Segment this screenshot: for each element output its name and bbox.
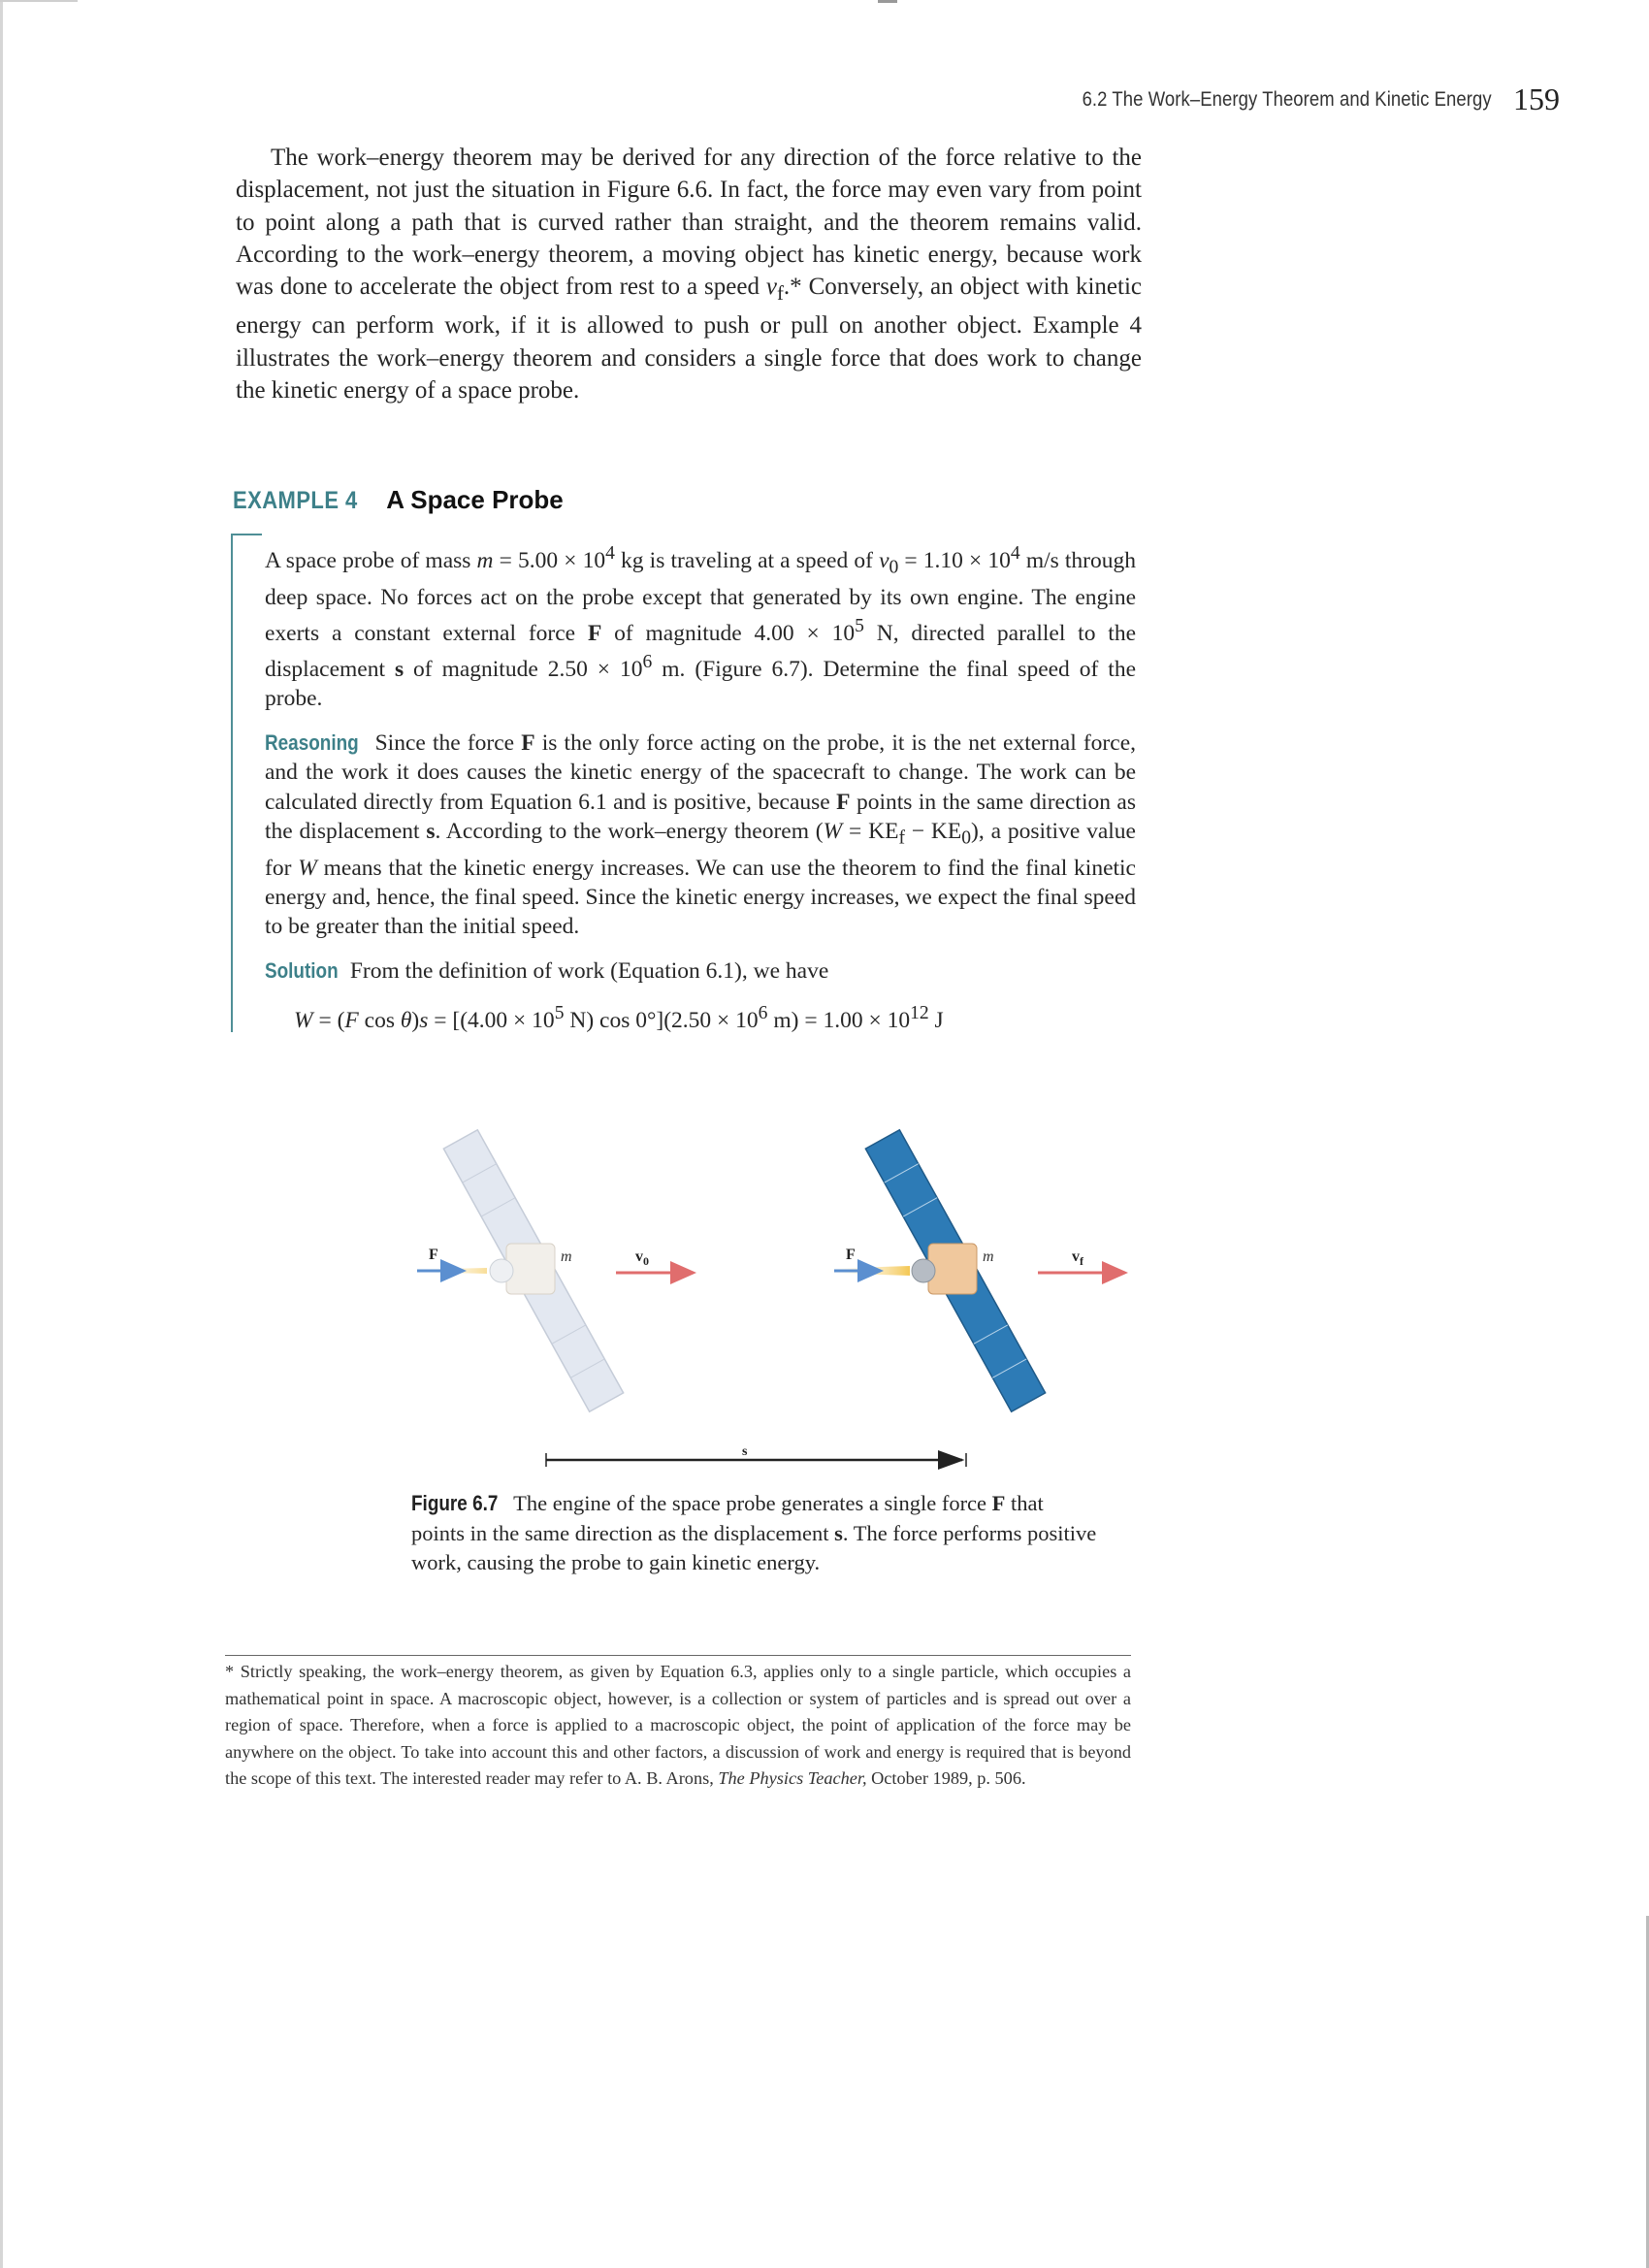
label-f-initial: F [429,1247,438,1263]
caption-displacement: s [834,1520,843,1545]
eq-text: = ( [312,1007,345,1033]
speed-subscript: f [776,281,784,306]
solution-label: Solution [265,958,339,984]
reasoning-text: − KE [905,818,962,844]
footnote [225,1659,1131,1793]
intro-text-2: .* Conversely, an object with kinetic energy can perform work, if it is allowed to push or pull on another object. Example 4 illustrates the work–energy theorem and considers a single force that does work to change the kinetic energy of a space probe. [236,274,1142,405]
eq-exponent: 6 [758,1003,768,1023]
eq-s: s [419,1007,429,1033]
problem-text: = 5.00 × 10 [493,547,606,573]
work-equation [294,1003,944,1034]
intro-text-1: The work–energy theorem may be derived for any direction of the force relative to the displacement, not just the situation in Figure 6.6. In fact, the force may even vary from point to point along a path that is curved rather than straight, and the theorem remains valid. According to the work–energy theorem, a moving object has kinetic energy, because work was done to accelerate the object from rest to a speed [236,145,1142,301]
problem-text: m/s through deep space. No forces act on the probe except that generated by its own engine. The engine exerts a constant external force [265,547,1136,646]
label-f-final: F [846,1247,856,1263]
exponent: 6 [642,651,653,672]
reasoning-text: is the only force acting on the probe, it is the net external force, and the work it does causes the kinetic energy of the spacecraft to change. The work can be calculated directly from Equation 6.1 and is positive, because [265,730,1136,815]
eq-text: m) = 1.00 × 10 [767,1007,911,1033]
speed-variable: v [765,274,777,301]
exponent: 5 [855,615,864,636]
problem-text: m. (Figure 6.7). Determine the final speed of the probe. [265,656,1136,711]
figure-6-7 [369,1116,1145,1484]
reasoning-text: = KE [842,818,899,844]
label-vf-subscript: f [1080,1254,1083,1268]
eq-text: J [928,1007,944,1033]
reasoning-text: . According to the work–energy theorem ( [435,818,824,844]
example-heading [233,485,564,515]
work-variable: W [298,855,317,881]
example-solution [265,956,1136,986]
caption-text: The engine of the space probe generates a single force [507,1491,992,1515]
example-body [265,539,1136,1002]
force-vector: F [521,730,535,757]
example-title: A Space Probe [386,485,564,514]
speed-subscript: 0 [889,557,899,578]
eq-text: ) [411,1007,420,1033]
engine-dish-final [912,1259,935,1282]
problem-text: N, directed parallel to the displacement [265,620,1136,682]
mass-variable: m [476,547,494,573]
problem-text: of magnitude 4.00 × 10 [601,620,856,646]
eq-text: = [(4.00 × 10 [428,1007,555,1033]
example-label: EXAMPLE 4 [233,487,358,514]
displacement-vector: s [426,818,436,844]
reasoning-label: Reasoning [265,730,359,756]
example-reasoning [265,729,1136,941]
eq-theta: θ [400,1007,412,1033]
force-vector: F [836,789,851,815]
reasoning-text: Since the force [368,730,522,757]
problem-text: of magnitude 2.50 × 10 [404,656,643,682]
eq-w: W [294,1007,313,1033]
scan-left-edge [0,0,3,2268]
eq-text: N) cos 0°](2.50 × 10 [564,1007,759,1033]
label-v0-subscript: 0 [643,1254,649,1268]
probe-body-initial [506,1244,555,1294]
scan-top-mark [878,0,897,3]
problem-text: = 1.10 × 10 [898,547,1011,573]
caption-label: Figure 6.7 [411,1491,499,1515]
eq-exponent: 12 [910,1003,929,1023]
problem-text: A space probe of mass [265,547,477,573]
example-bracket [231,534,262,1032]
probe-body-final [928,1244,977,1294]
caption-text: that points in the same direction as the displacement [411,1491,1044,1545]
label-vf [1072,1248,1084,1268]
reasoning-text: points in the same direction as the displacement [265,789,1136,844]
reasoning-text: means that the kinetic energy increases. We can use the theorem to find the final kinetic energy and, hence, the final speed. Since the kinetic energy increases, we expect the final speed to be greater than the initial speed. [265,855,1136,940]
eq-f: F [344,1007,359,1033]
page-header [0,81,1560,117]
footnote-journal: The Physics Teacher, [718,1768,867,1789]
label-v0 [635,1248,649,1268]
intro-paragraph [236,142,1142,406]
example-problem [265,539,1136,713]
caption-force: F [991,1491,1006,1515]
label-m-initial: m [561,1248,572,1265]
subscript: 0 [961,827,972,849]
scan-top-edge [0,0,78,2]
running-head: 6.2 The Work–Energy Theorem and Kinetic Energy [1082,87,1492,111]
speed-variable: v [879,547,889,573]
solution-text: From the definition of work (Equation 6.1), we have [343,958,829,985]
exponent: 4 [605,543,615,564]
displacement-vector: s [394,656,404,682]
label-vf-letter: v [1072,1248,1080,1265]
page-number: 159 [1513,81,1560,116]
force-vector: F [587,620,602,646]
problem-text: kg is traveling at a speed of [614,547,880,573]
caption-text: . The force performs positive work, causing the probe to gain kinetic energy. [411,1520,1097,1574]
footnote-text: October 1989, p. 506. [866,1768,1026,1789]
footnote-text: * Strictly speaking, the work–energy theorem, as given by Equation 6.3, applies only to a single particle, which occupies a mathematical point in space. A macroscopic object, however, is a collection or system of particles and is spread out over a region of space. Therefore, when a force is applied to a macroscopic object, the point of application of the force may be anywhere on the object. To take into account this and other factors, a discussion of work and energy is required that is beyond the scope of this text. The interested reader may refer to A. B. Arons, [225,1662,1131,1789]
figure-caption [411,1489,1100,1578]
eq-exponent: 5 [554,1003,565,1023]
eq-text: cos [358,1007,401,1033]
reasoning-text: ), a positive value for [265,818,1136,881]
label-v0-letter: v [635,1248,643,1265]
space-probe-illustration [369,1116,1145,1484]
engine-dish-initial [490,1259,513,1282]
exponent: 4 [1010,543,1020,564]
label-displacement: s [742,1444,748,1459]
footnote-rule [225,1655,1131,1656]
work-variable: W [823,818,843,844]
label-m-final: m [983,1248,994,1265]
subscript: f [898,827,905,849]
